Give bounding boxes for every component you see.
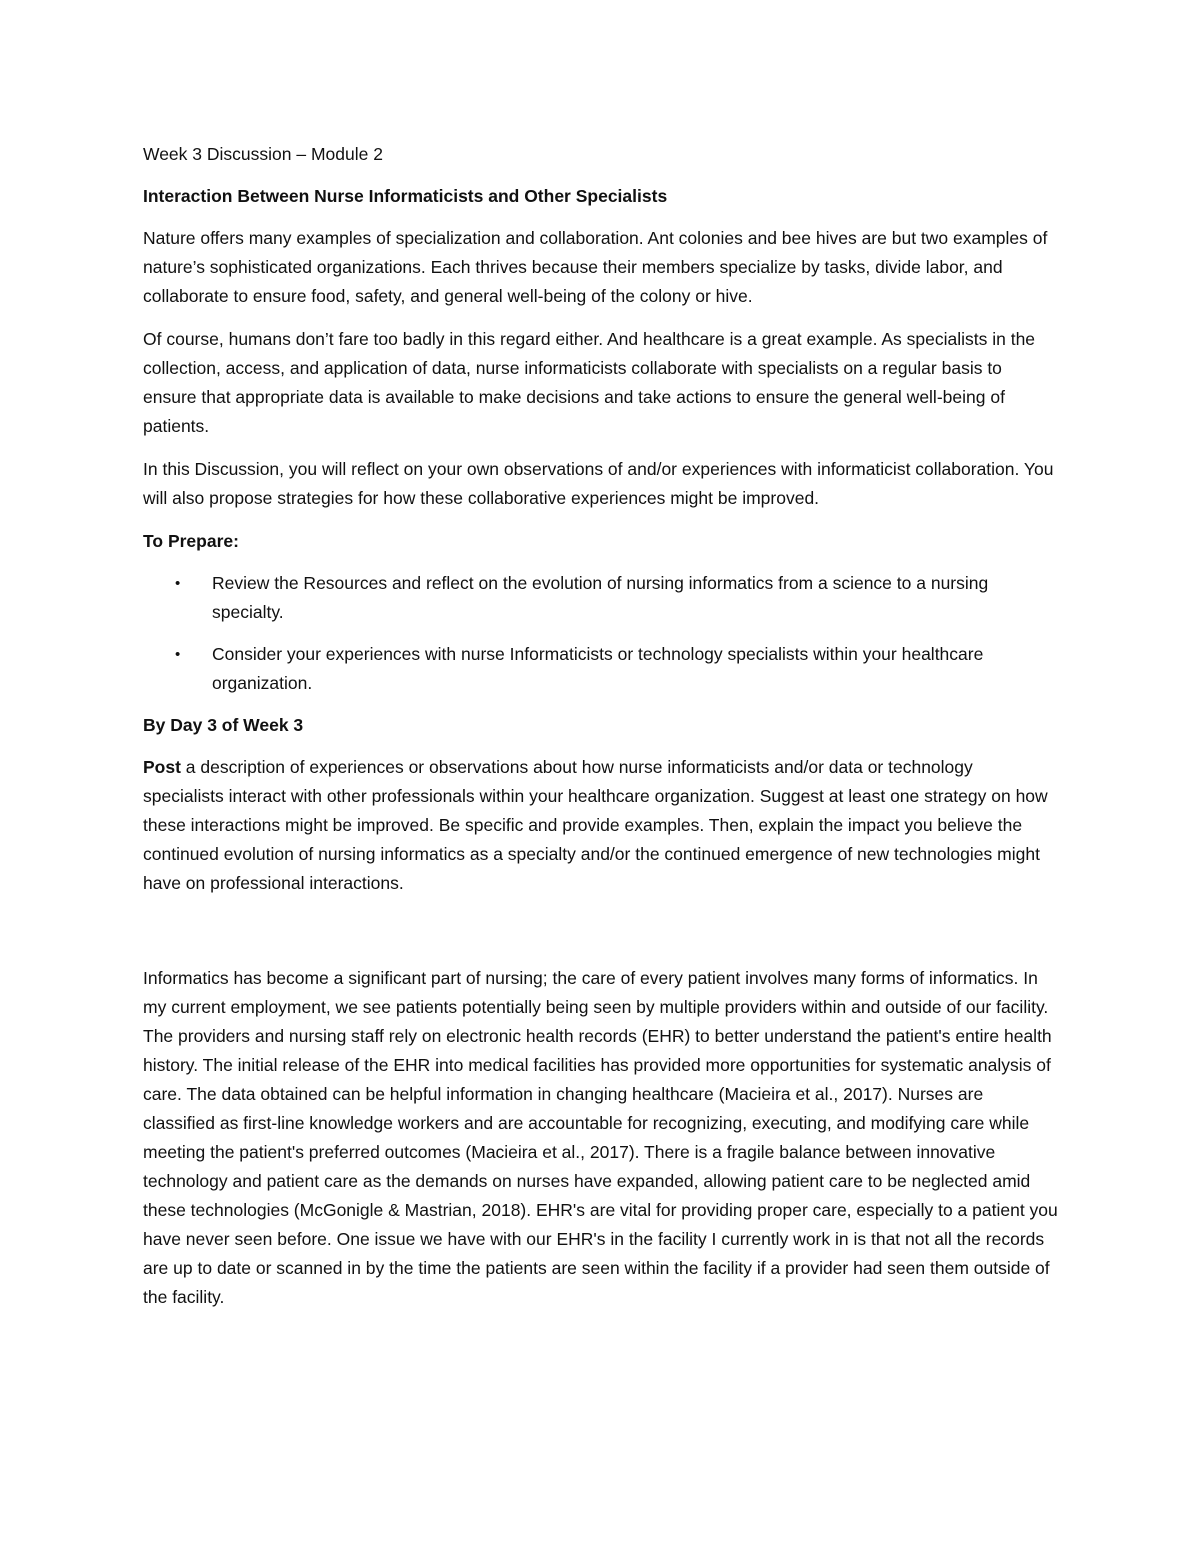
intro-paragraph-3: In this Discussion, you will reflect on your own observations of and/or experiences with informaticist collaboration. You will also propose strategies for how these collaborative experiences might be improved. <box>143 459 1054 508</box>
document-title: Week 3 Discussion – Module 2 <box>143 144 383 164</box>
list-item-text: Review the Resources and reflect on the evolution of nursing informatics from a science to a nursing specialty. <box>212 573 989 622</box>
list-item <box>143 640 1058 698</box>
response-paragraph: Informatics has become a significant part of nursing; the care of every patient involves many forms of informatics. In my current employment, we see patients potentially being seen by multiple providers within and outside of our facility. The providers and nursing staff rely on electronic health records (EHR) to better understand the patient's entire health history. The initial release of the EHR into medical facilities has provided more opportunities for systematic analysis of care. The data obtained can be helpful information in changing healthcare (Macieira et al., 2017). Nurses are classified as first-line knowledge workers and are accountable for recognizing, executing, and modifying care while meeting the patient's preferred outcomes (Macieira et al., 2017). There is a fragile balance between innovative technology and patient care as the demands on nurses have expanded, allowing patient care to be neglected amid these technologies (McGonigle & Mastrian, 2018). EHR's are vital for providing proper care, especially to a patient you have never seen before. One issue we have with our EHR's in the facility I currently work in is that not all the records are up to date or scanned in by the time the patients are seen within the facility if a provider had seen them outside of the facility. <box>143 968 1058 1307</box>
document-page <box>143 140 1058 1326</box>
list-item <box>143 569 1058 627</box>
prepare-heading: To Prepare: <box>143 531 239 551</box>
post-instructions <box>143 753 1058 898</box>
bullet-icon: • <box>175 646 181 663</box>
intro-paragraph-1: Nature offers many examples of specialization and collaboration. Ant colonies and bee hives are but two examples of nature’s sophisticated organizations. Each thrives because their members specialize by tasks, divide labor, and collaborate to ensure food, safety, and general well-being of the colony or hive. <box>143 228 1048 306</box>
section-heading: Interaction Between Nurse Informaticists and Other Specialists <box>143 186 668 206</box>
bullet-icon: • <box>175 575 181 592</box>
spacer <box>143 912 1058 964</box>
prepare-list <box>143 569 1058 698</box>
post-label: Post <box>143 757 181 777</box>
post-instructions-text: a description of experiences or observations about how nurse informaticists and/or data or technology specialists interact with other professionals within your healthcare organization. Suggest at least one strategy on how these interactions might be improved. Be specific and provide examples. Then, explain the impact you believe the continued evolution of nursing informatics as a specialty and/or the continued emergence of new technologies might have on professional interactions. <box>143 757 1048 893</box>
intro-paragraph-2: Of course, humans don’t fare too badly in this regard either. And healthcare is a great example. As specialists in the collection, access, and application of data, nurse informaticists collaborate with specialists on a regular basis to ensure that appropriate data is available to make decisions and take actions to ensure the general well-being of patients. <box>143 329 1036 436</box>
day-heading: By Day 3 of Week 3 <box>143 715 304 735</box>
list-item-text: Consider your experiences with nurse Informaticists or technology specialists within your healthcare organization. <box>212 644 984 693</box>
